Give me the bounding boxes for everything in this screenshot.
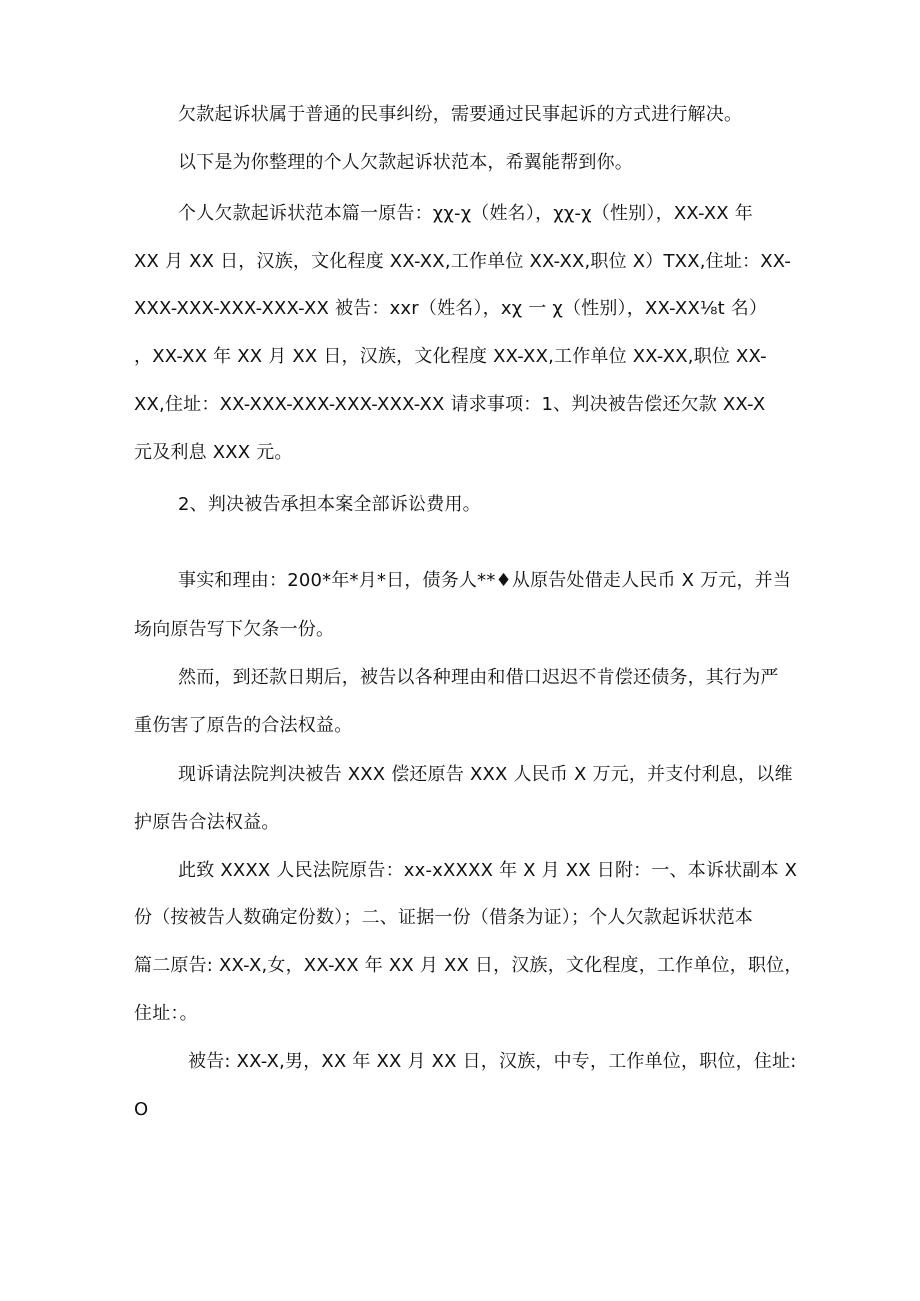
paragraph-facts-line: 事实和理由：200*年*月*日，债务人**♦从原告处借走人民币 X 万元，并当: [178, 570, 792, 591]
paragraph-sample-one-line: XX,住址：XX-XXX-XXX-XXX-XXX-XX 请求事项：1、判决被告偿还欠款 XX-X: [134, 394, 766, 415]
paragraph-closing-line: 份（按被告人数确定份数）；二、证据一份（借条为证）；个人欠款起诉状范本: [134, 907, 753, 928]
paragraph-however-line: 重伤害了原告的合法权益。: [134, 715, 353, 736]
paragraph-intro-line: 欠款起诉状属于普通的民事纠纷，需要通过民事起诉的方式进行解决。: [178, 104, 743, 125]
paragraph-sample-one-line: 元及利息 XXX 元。: [134, 442, 293, 463]
paragraph-petition-line: 现诉请法院判决被告 XXX 偿还原告 XXX 人民币 X 万元，并支付利息，以维: [178, 764, 793, 785]
paragraph-sample-one-line: XXX-XXX-XXX-XXX-XX 被告：xxr（姓名），xχ 一 χ（性别），XX-XX⅛t 名）: [134, 298, 768, 319]
paragraph-closing-line: 篇二原告: XX-X,女，XX-XX 年 XX 月 XX 日，汉族，文化程度，工作单位，职位，: [134, 955, 803, 976]
paragraph-sample-one-line: 个人欠款起诉状范本篇一原告：χχ-χ（姓名），χχ-χ（性别），XX-XX 年: [178, 203, 753, 224]
paragraph-closing-line: 住址：。: [134, 1003, 198, 1024]
paragraph-closing-line: 此致 XXXX 人民法院原告：xx-xXXXX 年 X 月 XX 日附：一、本诉状副本 X: [178, 860, 798, 881]
paragraph-sample-one-line: XX 月 XX 日，汉族，文化程度 XX-XX,工作单位 XX-XX,职位 X）TXX,住址：XX-: [134, 251, 792, 272]
paragraph-sample-one-line: ，XX-XX 年 XX 月 XX 日，汉族，文化程度 XX-XX,工作单位 XX-XX,职位 XX-: [134, 346, 767, 367]
paragraph-defendant-line: 被告: XX-X,男，XX 年 XX 月 XX 日，汉族，中专，工作单位，职位，住址:: [188, 1051, 797, 1072]
paragraph-facts-line: 场向原告写下欠条一份。: [134, 619, 335, 640]
paragraph-request-two-line: 2、判决被告承担本案全部诉讼费用。: [178, 494, 481, 515]
paragraph-however-line: 然而，到还款日期后，被告以各种理由和借口迟迟不肯偿还债务，其行为严: [178, 667, 779, 688]
paragraph-defendant-line: O: [134, 1099, 149, 1120]
paragraph-intro-line: 以下是为你整理的个人欠款起诉状范本，希翼能帮到你。: [178, 152, 633, 173]
paragraph-petition-line: 护原告合法权益。: [134, 812, 280, 833]
